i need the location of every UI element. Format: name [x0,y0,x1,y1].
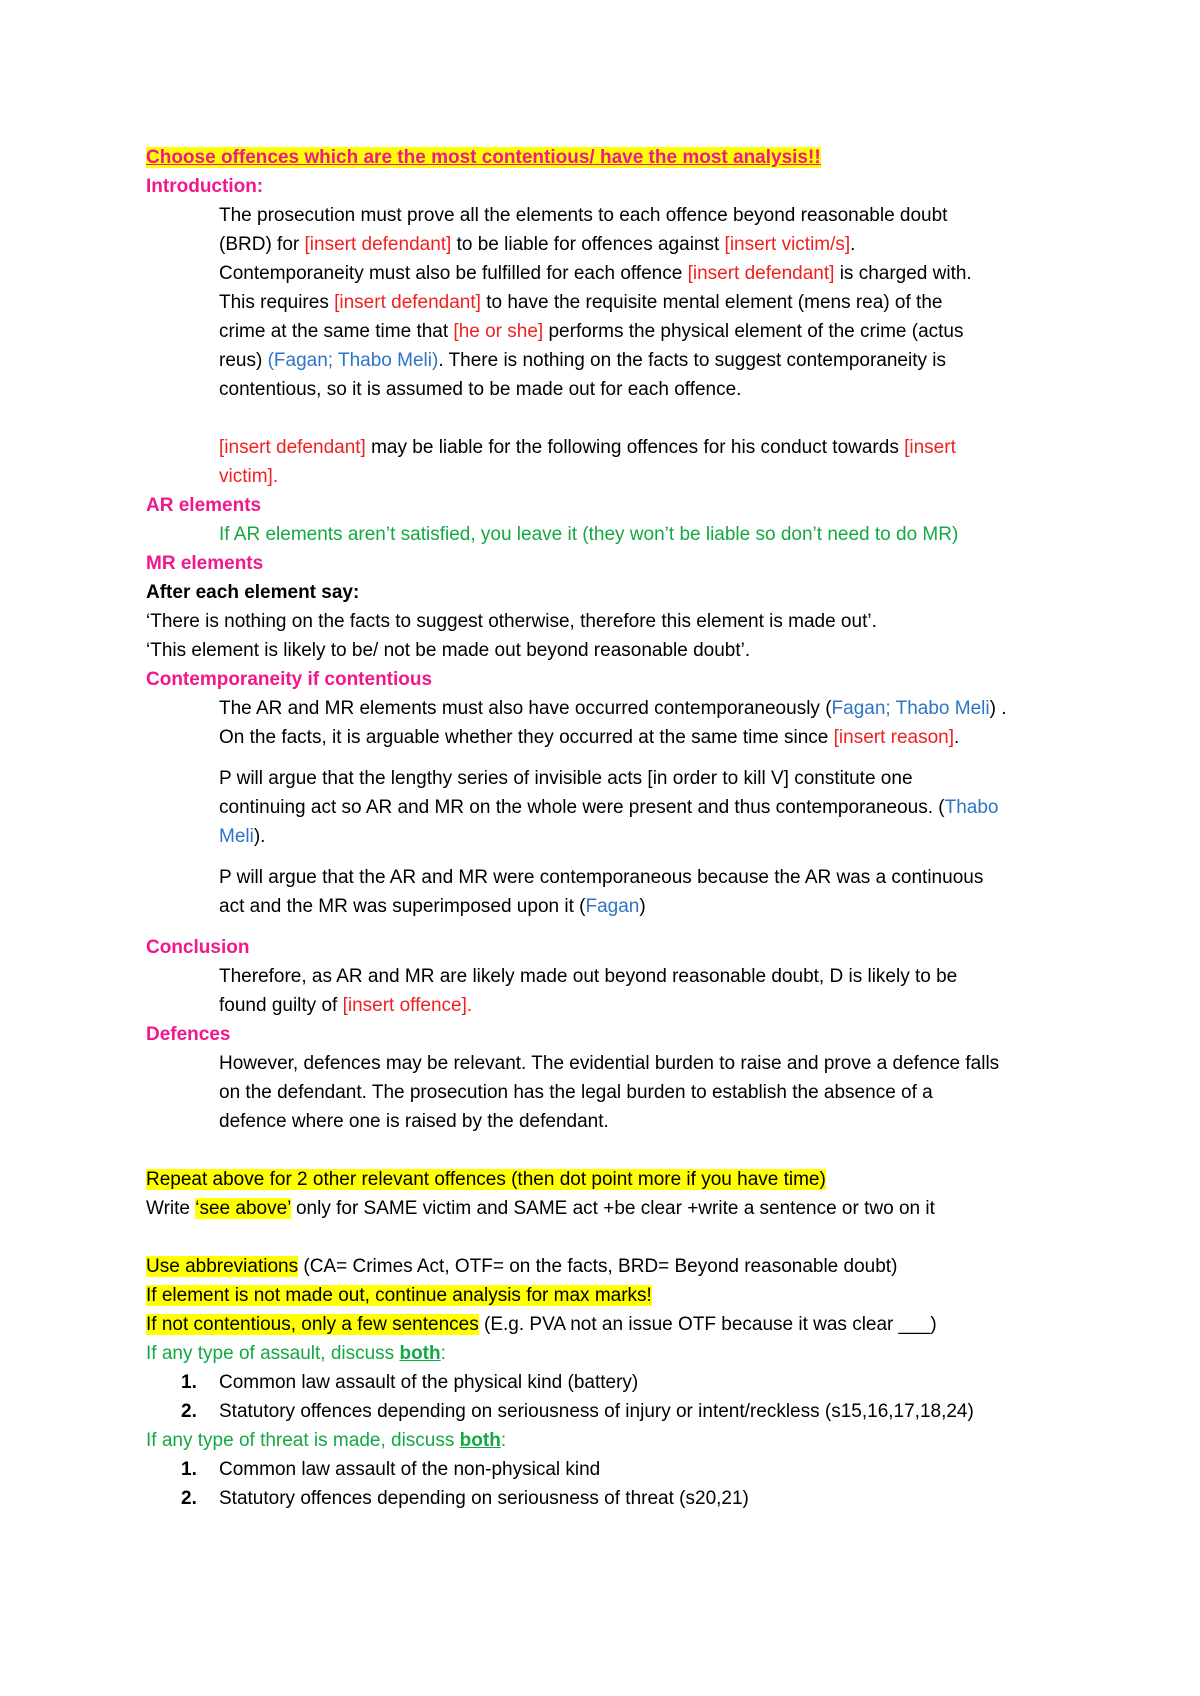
document-page [146,143,1076,1513]
case-citation: Thabo [944,797,999,818]
write-tip: Write ‘see above’ only for SAME victim and SAME act +be clear +write a sentence or two on it [146,1198,935,1219]
introduction-paragraph: The prosecution must prove all the elements to each offence beyond reasonable doubt (BRD) for [insert defendant] to be liable for offences against [insert victim/s]. Contemporaneity must also be fulfilled for each offence [insert defendant] is charged with. This requires [insert defendant] to have the requisite mental element (mens rea) of the crime at the same time that [he or she] performs the physical element of the crime (actus reus) (Fagan; Thabo Meli). There is nothing on the facts to suggest contemporaneity is contentious, so it is assumed to be made out for each offence. [insert defendant] may be liable for the following offences for his conduct towards [insert victim]. [219,205,972,487]
defences-heading: Defences [146,1024,231,1045]
ar-heading: AR elements [146,495,262,516]
ar-note: If AR elements aren’t satisfied, you leave it (they won’t be liable so don’t need to do MR) [219,524,959,545]
list-item: 1. Common law assault of the physical kind (battery) [181,1372,639,1393]
introduction-heading: Introduction: [146,176,264,197]
case-citation: Fagan [585,896,640,917]
placeholder-defendant: [insert defendant] [219,437,366,458]
document-title: Choose offences which are the most contentious/ have the most analysis!! [146,147,821,168]
placeholder-defendant: [insert defendant] [687,263,835,284]
list-item: 2. Statutory offences depending on seriousness of threat (s20,21) [181,1488,749,1509]
placeholder-defendant: [insert defendant] [334,292,481,313]
threat-list [146,1455,1076,1513]
defences-section: However, defences may be relevant. The evidential burden to raise and prove a defence falls on the defendant. The prosecution has the legal burden to establish the absence of a defence where one is raised by the defendant. [219,1053,1000,1132]
placeholder-victim: [insert [904,437,956,458]
not-contentious-tip: If not contentious, only a few sentences (E.g. PVA not an issue OTF because it was clear ___) [146,1314,937,1335]
list-item: 2. Statutory offences depending on seriousness of injury or intent/reckless (s15,16,17,18,24) [181,1401,974,1422]
placeholder-offence: [insert offence]. [342,995,473,1016]
quote-made-out: ‘There is nothing on the facts to suggest otherwise, therefore this element is made out’. [146,611,877,632]
contemporaneity-section: The AR and MR elements must also have occurred contemporaneously (Fagan; Thabo Meli) . On the facts, it is arguable whether they occurred at the same time since [insert reason]. P will argue that the lengthy series of invisible acts [in order to kill V] constitute one continuing act so AR and MR on the whole were present and thus contemporaneous. (Thabo Meli). P will argue that the AR and MR were contemporaneous because the AR was a continuous act and the MR was superimposed upon it (Fagan) [219,698,1007,917]
contemporaneity-heading: Contemporaneity if contentious [146,669,433,690]
after-element-label: After each element say: [146,582,360,603]
mr-heading: MR elements [146,553,264,574]
placeholder-pronoun: [he or she] [453,321,544,342]
case-citation: (Fagan; Thabo Meli) [267,350,439,371]
threat-tip: If any type of threat is made, discuss both: [146,1430,507,1451]
conclusion-section: Therefore, as AR and MR are likely made out beyond reasonable doubt, D is likely to be found guilty of [insert offence]. [219,966,958,1016]
placeholder-defendant: [insert defendant] [304,234,452,255]
assault-tip: If any type of assault, discuss both: [146,1343,446,1364]
case-citation: Fagan; Thabo Meli [831,698,990,719]
list-item: 1. Common law assault of the non-physical kind [181,1459,601,1480]
placeholder-victim: [insert victim/s] [724,234,851,255]
repeat-tip: Repeat above for 2 other relevant offences (then dot point more if you have time) [146,1169,826,1190]
abbreviation-tip: Use abbreviations (CA= Crimes Act, OTF= on the facts, BRD= Beyond reasonable doubt) [146,1256,898,1277]
assault-list [146,1368,1076,1426]
placeholder-reason: [insert reason] [833,727,955,748]
not-made-out-tip: If element is not made out, continue analysis for max marks! [146,1285,652,1306]
conclusion-heading: Conclusion [146,937,250,958]
quote-likely: ‘This element is likely to be/ not be made out beyond reasonable doubt’. [146,640,751,661]
